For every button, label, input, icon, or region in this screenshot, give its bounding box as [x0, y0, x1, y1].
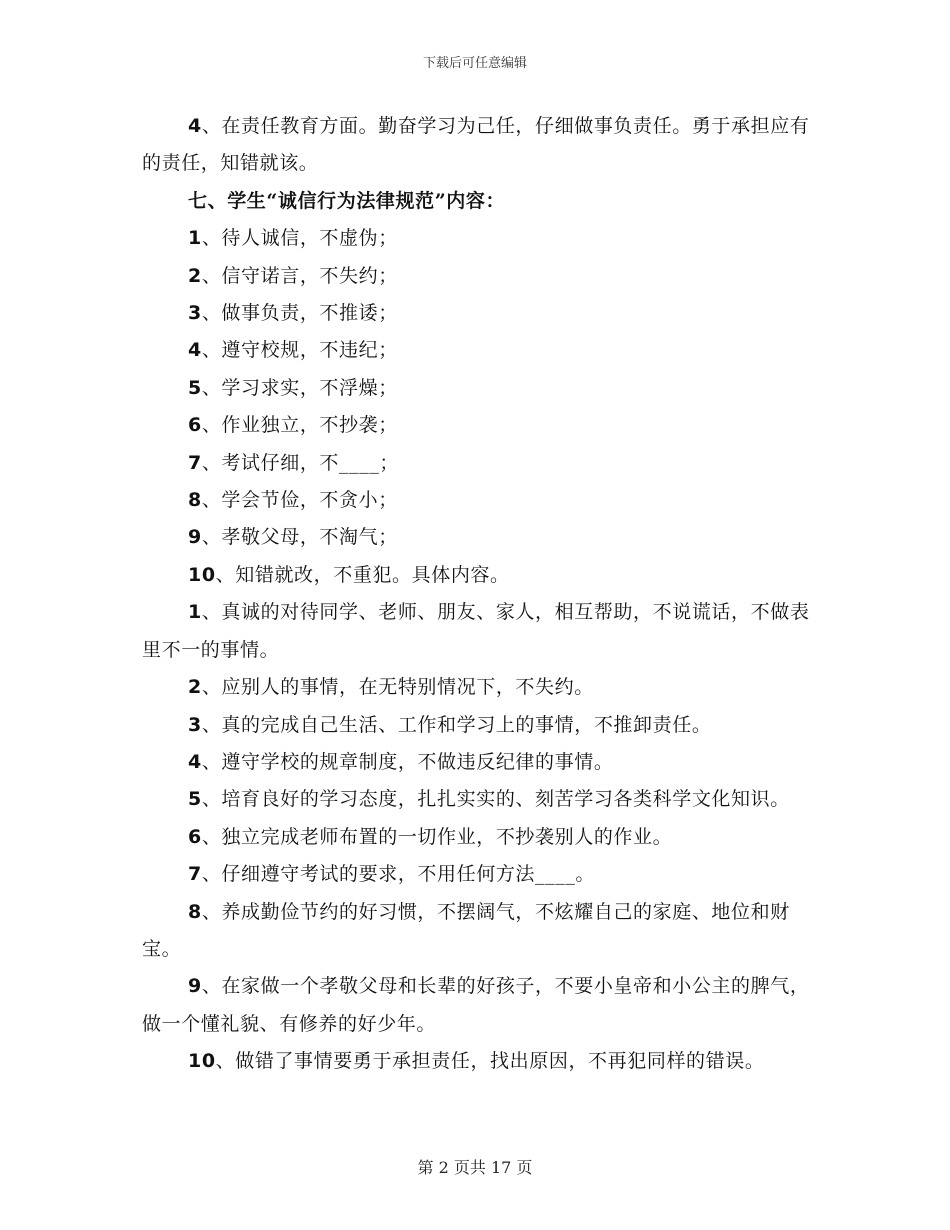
list-item-text: 、考试仔细，不____；: [201, 451, 400, 474]
page-footer: 第 2 页共 17 页: [417, 1158, 533, 1177]
item-number: 3: [188, 302, 202, 325]
item-number: 1: [188, 601, 202, 624]
item-number: 9: [188, 526, 202, 549]
list-item: [142, 332, 810, 369]
item-number: 6: [188, 414, 202, 437]
paragraph: [142, 781, 810, 818]
item-number: 4: [188, 339, 202, 362]
item-number: 7: [188, 451, 202, 474]
paragraph: [142, 1043, 810, 1080]
item-number: 10: [188, 1050, 216, 1073]
item-number: 8: [188, 900, 202, 923]
page-header: 下载后可任意编辑: [422, 56, 527, 71]
list-item: [142, 295, 810, 332]
item-number: 5: [188, 376, 202, 399]
item-number: 2: [188, 264, 202, 287]
list-item: [142, 557, 810, 594]
paragraph-text: 、遵守学校的规章制度，不做违反纪律的事情。: [201, 750, 614, 773]
section-heading: [142, 183, 810, 220]
list-item-text: 、作业独立，不抄袭；: [201, 414, 398, 437]
list-item: [142, 519, 810, 556]
list-item-text: 、信守诺言，不失约；: [201, 264, 398, 287]
heading-text: 七、学生“诚信行为法律规范”内容：: [188, 189, 506, 212]
paragraph: [142, 856, 810, 893]
item-number: 8: [188, 489, 202, 512]
list-item-text: 、知错就改，不重犯。具体内容。: [215, 563, 510, 586]
paragraph-text: 、真诚的对待同学、老师、朋友、家人，相互帮助，不说谎话，不做表里不一的事情。: [142, 601, 810, 661]
paragraph-text: 、仔细遵守考试的要求，不用任何方法____。: [201, 863, 596, 886]
paragraph-text: 、培育良好的学习态度，扎扎实实的、刻苦学习各类科学文化知识。: [201, 788, 790, 811]
paragraph: [142, 594, 810, 669]
list-item: [142, 370, 810, 407]
paragraph-text: 、真的完成自己生活、工作和学习上的事情，不推卸责任。: [201, 713, 712, 736]
list-item: [142, 407, 810, 444]
paragraph: [142, 894, 810, 969]
paragraph: [142, 819, 810, 856]
paragraph-text: 、做错了事情要勇于承担责任，找出原因，不再犯同样的错误。: [215, 1050, 765, 1073]
item-number: 4: [188, 750, 202, 773]
item-number: 1: [188, 227, 202, 250]
list-item-text: 、学会节俭，不贪小；: [201, 489, 398, 512]
document-body: [142, 108, 810, 1081]
paragraph-text: 、在家做一个孝敬父母和长辈的好孩子，不要小皇帝和小公主的脾气，做一个懂礼貌、有修养的好少年。: [142, 975, 810, 1035]
paragraph-text: 、独立完成老师布置的一切作业，不抄袭别人的作业。: [201, 825, 673, 848]
list-item: [142, 220, 810, 257]
item-number: 6: [188, 825, 202, 848]
item-number: 3: [188, 713, 202, 736]
paragraph: [142, 669, 810, 706]
list-item: [142, 482, 810, 519]
list-item: [142, 445, 810, 482]
list-item: [142, 258, 810, 295]
item-number: 4: [188, 115, 202, 137]
list-item-text: 、待人诚信，不虚伪；: [201, 227, 398, 250]
list-item-text: 、遵守校规，不违纪；: [201, 339, 398, 362]
item-number: 2: [188, 676, 202, 699]
list-item-text: 、做事负责，不推诿；: [201, 302, 398, 325]
item-number: 7: [188, 863, 202, 886]
paragraph: [142, 744, 810, 781]
paragraph-text: 、养成勤俭节约的好习惯，不摆阔气，不炫耀自己的家庭、地位和财宝。: [142, 900, 790, 960]
item-number: 5: [188, 788, 202, 811]
list-item-text: 、孝敬父母，不淘气；: [201, 526, 398, 549]
paragraph: [142, 707, 810, 744]
paragraph: [142, 108, 810, 183]
item-number: 9: [188, 975, 202, 998]
paragraph: [142, 968, 810, 1043]
paragraph-text: 、在责任教育方面。勤奋学习为己任，仔细做事负责任。勇于承担应有的责任，知错就该。: [142, 115, 810, 175]
list-item-text: 、学习求实，不浮燥；: [201, 376, 398, 399]
item-number: 10: [188, 563, 216, 586]
paragraph-text: 、应别人的事情，在无特别情况下，不失约。: [201, 676, 594, 699]
